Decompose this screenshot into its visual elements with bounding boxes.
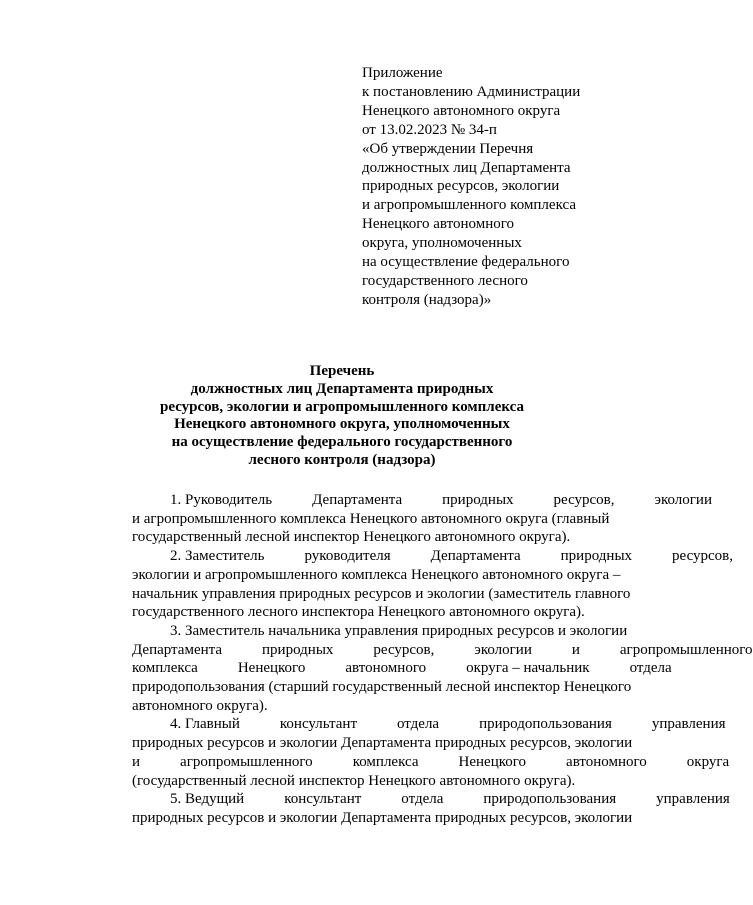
list-item-line — [92, 790, 730, 809]
text-fragment: управления — [656, 791, 730, 808]
appendix-line: природных ресурсов, экологии — [362, 178, 560, 195]
text-fragment: агропромышленного — [180, 753, 313, 770]
text-fragment: консультант — [279, 716, 357, 733]
list-item — [92, 715, 730, 790]
text-fragment: и — [571, 641, 580, 658]
text-fragment: консультант — [284, 791, 362, 808]
text-fragment: округа – начальник — [466, 660, 590, 677]
text-fragment: 5. Ведущий — [170, 791, 245, 808]
list-item-line — [92, 603, 598, 622]
list-item-line — [92, 809, 633, 828]
text-fragment: природных — [262, 641, 334, 658]
text-fragment: комплекса — [132, 660, 198, 677]
appendix-line: к постановлению Администрации — [362, 83, 581, 100]
text-fragment: 2. Заместитель — [170, 548, 265, 565]
list-item-line — [92, 734, 633, 753]
text-fragment: природопользования — [479, 716, 612, 733]
document-body — [92, 491, 753, 828]
text-fragment: Департамента — [312, 492, 403, 508]
text-fragment: управления — [651, 716, 726, 733]
text-fragment: государственного лесного инспектора Ненецкого автономного округа). — [132, 604, 585, 621]
appendix-line: контроля (надзора)» — [362, 291, 492, 308]
text-fragment: экологии — [474, 641, 532, 658]
title-line: должностных лиц Департамента природных — [190, 380, 494, 397]
list-item-line — [92, 753, 730, 772]
text-fragment: и — [132, 753, 141, 770]
text-fragment: природопользования (старший государственный лесной инспектор Ненецкого — [132, 679, 632, 696]
appendix-line: Приложение — [362, 65, 443, 81]
list-item-line — [92, 528, 598, 547]
text-fragment: отдела — [629, 660, 672, 677]
title-line: Ненецкого автономного округа, уполномоченных — [174, 416, 510, 433]
list-item-line — [92, 585, 631, 604]
title-line: Перечень — [309, 363, 375, 379]
list-item-line — [92, 659, 672, 678]
title-line: ресурсов, экологии и агропромышленного комплекса — [160, 398, 524, 415]
list-item-line — [92, 491, 712, 510]
text-fragment: природных ресурсов и экологии Департамента природных ресурсов, экологии — [132, 735, 633, 752]
text-fragment: экологии и агропромышленного комплекса Ненецкого автономного округа – — [132, 566, 621, 583]
text-fragment: и агропромышленного комплекса Ненецкого автономного округа (главный — [132, 510, 610, 527]
text-fragment: автономного — [566, 753, 647, 770]
list-item — [92, 622, 753, 716]
text-fragment: экологии — [654, 492, 712, 508]
title-line: лесного контроля (надзора) — [248, 451, 436, 468]
list-item — [92, 547, 734, 622]
list-item-line — [92, 715, 726, 734]
text-fragment: Ненецкого — [458, 753, 527, 770]
list-item-line — [92, 622, 628, 641]
text-fragment: округа — [686, 753, 730, 770]
text-fragment: автономного округа). — [132, 697, 268, 714]
appendix-line: и агропромышленного комплекса — [362, 197, 576, 214]
appendix-header — [362, 64, 612, 310]
appendix-line: на осуществление федерального — [362, 254, 570, 271]
text-fragment: автономного — [345, 660, 427, 677]
list-item-line — [92, 641, 753, 660]
text-fragment: 3. Заместитель начальника управления природных ресурсов и экологии — [170, 622, 628, 639]
text-fragment: Ненецкого — [237, 660, 306, 677]
text-fragment: ресурсов, — [672, 548, 734, 565]
text-fragment: Департамента — [132, 641, 223, 658]
text-fragment: природных — [560, 548, 633, 565]
title-line: на осуществление федерального государственного — [171, 434, 513, 451]
appendix-line: Ненецкого автономного — [362, 216, 515, 233]
text-fragment: ресурсов, — [373, 641, 435, 658]
text-fragment: 1. Руководитель — [170, 492, 273, 508]
text-fragment: Департамента — [430, 548, 521, 565]
text-fragment: 4. Главный — [170, 716, 240, 733]
text-fragment: природных — [442, 492, 514, 508]
text-fragment: (государственный лесной инспектор Ненецкого автономного округа). — [132, 772, 576, 789]
document-title — [92, 363, 592, 470]
appendix-line: должностных лиц Департамента — [362, 159, 571, 176]
list-item-line — [92, 510, 610, 529]
text-fragment: государственный лесной инспектор Ненецкого автономного округа). — [132, 529, 571, 546]
appendix-line: округа, уполномоченных — [362, 235, 522, 252]
list-item-line — [92, 772, 598, 791]
text-fragment: ресурсов, — [553, 492, 615, 508]
text-fragment: природных ресурсов и экологии Департамента природных ресурсов, экологии — [132, 809, 633, 826]
text-fragment: природопользования — [483, 791, 617, 808]
list-item — [92, 790, 730, 827]
appendix-line: Ненецкого автономного округа — [362, 102, 561, 119]
appendix-line: от 13.02.2023 № 34-п — [362, 121, 497, 138]
text-fragment: начальник управления природных ресурсов и экологии (заместитель главного — [132, 585, 631, 602]
text-fragment: отдела — [397, 716, 440, 733]
list-item-line — [92, 566, 621, 585]
appendix-line: государственного лесного — [362, 272, 528, 289]
text-fragment: руководителя — [304, 548, 391, 565]
text-fragment: агропромышленного — [619, 641, 753, 658]
text-fragment: отдела — [401, 791, 444, 808]
appendix-line: «Об утверждении Перечня — [362, 140, 534, 157]
list-item-line — [92, 678, 632, 697]
list-item-line — [92, 547, 734, 566]
list-item — [92, 491, 712, 547]
text-fragment: комплекса — [352, 753, 419, 770]
list-item-line — [92, 697, 598, 716]
